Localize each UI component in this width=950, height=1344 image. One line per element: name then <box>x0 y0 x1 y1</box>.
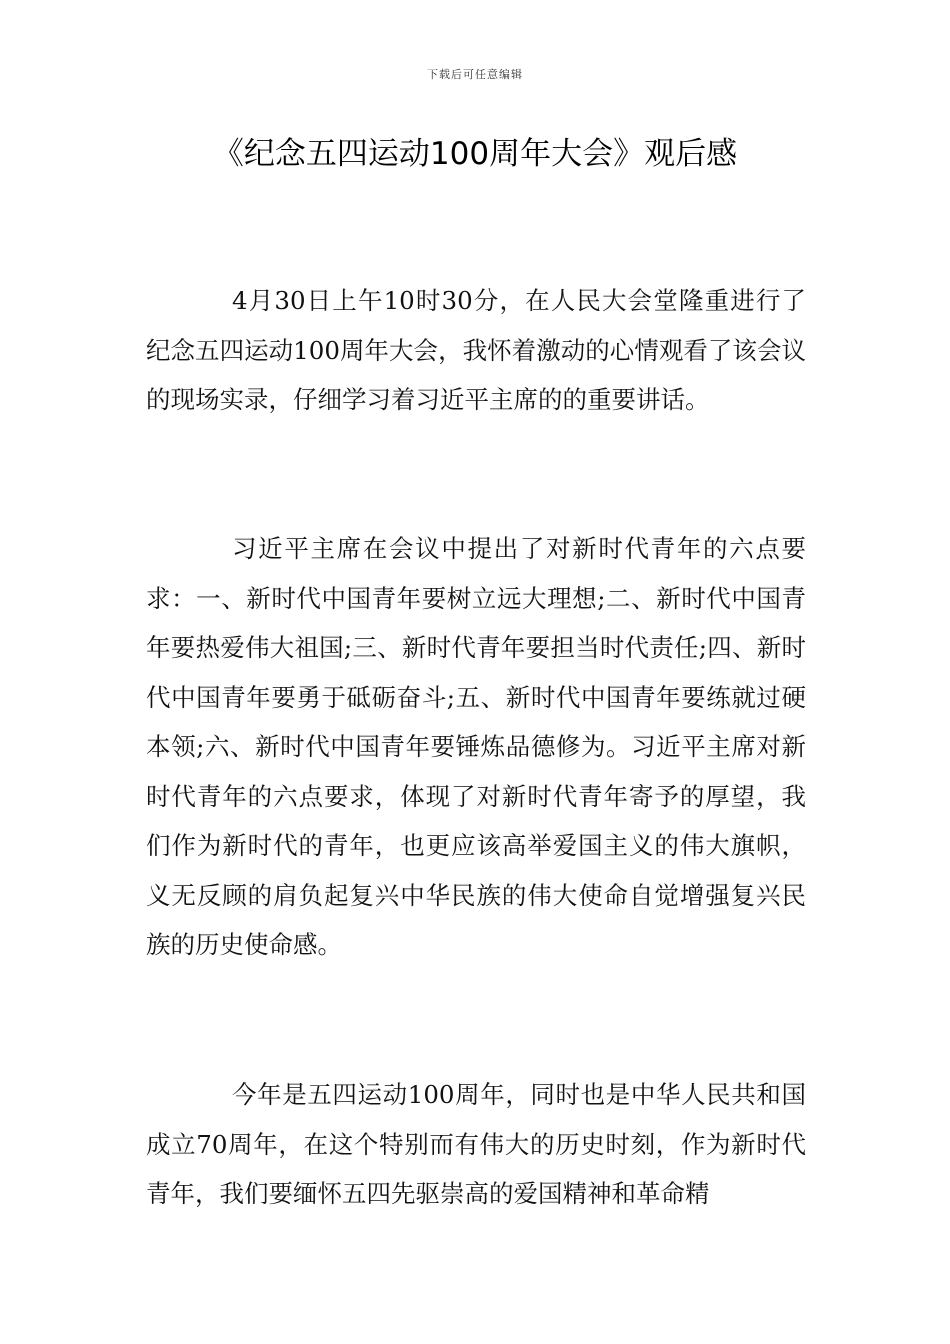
document-title: 《纪念五四运动100周年大会》观后感 <box>212 136 738 172</box>
paragraph-2: 习近平主席在会议中提出了对新时代青年的六点要求：一、新时代中国青年要树立远大理想;二、新时代中国青年要热爱伟大祖国;三、新时代青年要担当时代责任;四、新时代中国青年要勇于砥砺奋斗;五、新时代中国青年要练就过硬本领;六、新时代中国青年要锤炼品德修为。习近平主席对新时代青年的六点要求，体现了对新时代青年寄予的厚望，我们作为新时代的青年，也更应该高举爱国主义的伟大旗帜，义无反顾的肩负起复兴中华民族的伟大使命自觉增强复兴民族的历史使命感。 <box>146 534 806 959</box>
header-note: 下载后可任意编辑 <box>427 68 523 81</box>
paragraph-1: 4月30日上午10时30分，在人民大会堂隆重进行了纪念五四运动100周年大会，我怀着激动的心情观看了该会议的现场实录，仔细学习着习近平主席的的重要讲话。 <box>146 286 806 414</box>
paragraph-3: 今年是五四运动100周年，同时也是中华人民共和国成立70周年，在这个特别而有伟大的历史时刻，作为新时代青年，我们要缅怀五四先驱崇高的爱国精神和革命精 <box>146 1080 806 1208</box>
